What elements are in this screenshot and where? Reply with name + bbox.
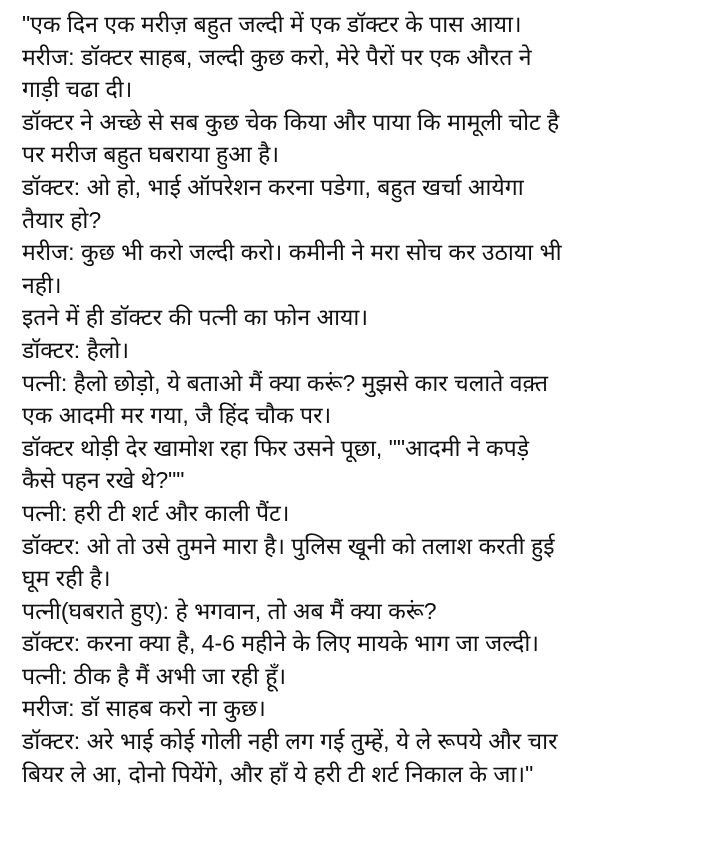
text-line: बियर ले आ, दोनो पियेंगे, और हाँ ये हरी टी शर्ट निकाल के जा।" (22, 760, 534, 787)
text-line: मरीज: डॉ साहब करो ना कुछ। (22, 695, 266, 722)
text-line: घूम रही है। (22, 565, 111, 592)
text-line: तैयार हो? (22, 206, 102, 233)
text-line: पत्नी(घबराते हुए): हे भगवान, तो अब मैं क्या करूं? (22, 597, 437, 624)
text-line: मरीज: डॉक्टर साहब, जल्दी कुछ करो, मेरे पैरों पर एक औरत ने (22, 43, 532, 70)
text-line: "एक दिन एक मरीज़ बहुत जल्दी में एक डॉक्टर के पास आया। (22, 11, 522, 37)
text-line: डॉक्टर: करना क्या है, 4-6 महीने के लिए मायके भाग जा जल्दी। (22, 630, 540, 657)
text-line: पत्नी: ठीक है मैं अभी जा रही हूँ। (22, 662, 287, 689)
text-line: इतने में ही डॉक्टर की पत्नी का फोन आया। (22, 304, 369, 331)
text-line: डॉक्टर: हैलो। (22, 336, 130, 363)
text-line: मरीज: कुछ भी करो जल्दी करो। कमीनी ने मरा सोच कर उठाया भी (22, 239, 562, 266)
joke-text-document (22, 8, 712, 790)
text-line: डॉक्टर ने अच्छे से सब कुछ चेक किया और पाया कि मामूली चोट है (22, 108, 560, 135)
text-line: पत्नी: हैलो छोड़ो, ये बताओ मैं क्या करूं? मुझसे कार चलाते वक़्त (22, 369, 548, 396)
text-line: डॉक्टर: ओ तो उसे तुमने मारा है। पुलिस खूनी को तलाश करती हुई (22, 532, 555, 559)
text-line: डॉक्टर: ओ हो, भाई ऑपरेशन करना पडेगा, बहुत खर्चा आयेगा (22, 173, 524, 200)
text-line: डॉक्टर थोड़ी देर खामोश रहा फिर उसने पूछा, ""आदमी ने कपड़े (22, 434, 530, 461)
text-line: कैसे पहन रखे थे?"" (22, 467, 185, 494)
text-line: पर मरीज बहुत घबराया हुआ है। (22, 141, 280, 168)
text-line: डॉक्टर: अरे भाई कोई गोली नही लग गई तुम्हें, ये ले रूपये और चार (22, 728, 558, 755)
text-line: एक आदमी मर गया, जै हिंद चौक पर। (22, 402, 332, 429)
text-line: पत्नी: हरी टी शर्ट और काली पैंट। (22, 499, 290, 526)
text-line: गाड़ी चढा दी। (22, 76, 133, 103)
text-line: नही। (22, 271, 62, 298)
